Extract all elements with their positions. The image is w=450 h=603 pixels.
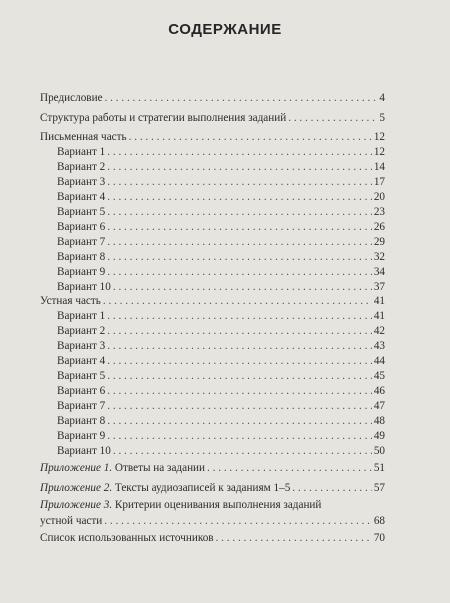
dot-leader: [104, 513, 372, 529]
toc-page-number: 4: [379, 92, 385, 104]
toc-label: Вариант 7: [57, 400, 106, 412]
toc-page-number: 46: [373, 385, 385, 397]
toc-label: Вариант 10: [57, 281, 111, 293]
toc-label-continued: устной части: [40, 515, 103, 527]
dot-leader: [107, 189, 372, 205]
toc-entry-oral: [40, 293, 385, 309]
toc-page-number: 43: [373, 340, 385, 352]
dot-leader: [113, 443, 372, 459]
toc-label: Вариант 5: [57, 206, 106, 218]
appendix-prefix: Приложение 2.: [40, 482, 113, 494]
toc-page-number: 42: [373, 325, 385, 337]
toc-page-number: 14: [373, 161, 385, 173]
toc-label: Устная часть: [40, 295, 101, 307]
dot-leader: [107, 353, 372, 369]
toc-entry-oral-variant: [57, 413, 385, 429]
toc-label: Вариант 10: [57, 445, 111, 457]
toc-page-number: 41: [373, 310, 385, 322]
toc-page-number: 41: [373, 295, 385, 307]
toc-entry-written-variant: [57, 219, 385, 235]
dot-leader: [107, 219, 372, 235]
dot-leader: [216, 530, 372, 546]
toc-label: Вариант 9: [57, 266, 106, 278]
toc-page-number: 68: [373, 515, 385, 527]
dot-leader: [129, 129, 372, 145]
toc-entry-written-variant: [57, 249, 385, 265]
dot-leader: [107, 159, 372, 175]
toc-entry-appendix-1: [40, 460, 385, 476]
toc-label: Вариант 6: [57, 221, 106, 233]
toc-entry-oral-variant: [57, 308, 385, 324]
dot-leader: [103, 293, 372, 309]
toc-label: Вариант 4: [57, 191, 106, 203]
toc-label: Вариант 1: [57, 310, 106, 322]
toc-label: Ответы на задании: [114, 462, 206, 474]
dot-leader: [107, 234, 372, 250]
toc-entry-oral-variant: [57, 443, 385, 459]
toc-label: Письменная часть: [40, 131, 127, 143]
toc-page-number: 17: [373, 176, 385, 188]
toc-label: Критерии оценивания выполнения заданий: [114, 499, 322, 511]
dot-leader: [107, 174, 372, 190]
dot-leader: [107, 338, 372, 354]
toc-page-number: 37: [373, 281, 385, 293]
toc-entry-oral-variant: [57, 353, 385, 369]
toc-page-number: 12: [373, 131, 385, 143]
toc-label: Вариант 3: [57, 340, 106, 352]
toc-page-number: 12: [373, 146, 385, 158]
toc-label: Вариант 2: [57, 161, 106, 173]
dot-leader: [107, 264, 372, 280]
toc-entry-sources: [40, 530, 385, 546]
toc-label: Список использованных источников: [40, 532, 214, 544]
dot-leader: [288, 110, 377, 126]
toc-label: Структура работы и стратегии выполнения заданий: [40, 112, 287, 124]
dot-leader: [207, 460, 372, 476]
toc-label: Вариант 7: [57, 236, 106, 248]
toc-entry-written-variant: [57, 234, 385, 250]
dot-leader: [107, 413, 372, 429]
toc-label: Вариант 5: [57, 370, 106, 382]
toc-entry-written-variant: [57, 264, 385, 280]
toc-entry-appendix-3: [40, 498, 385, 529]
toc-page-number: 26: [373, 221, 385, 233]
toc-page-number: 29: [373, 236, 385, 248]
toc-page-number: 44: [373, 355, 385, 367]
toc-label: Вариант 3: [57, 176, 106, 188]
toc-entry-appendix-2: [40, 480, 385, 496]
page-title: СОДЕРЖАНИЕ: [168, 21, 282, 38]
toc-entry-written-variant: [57, 159, 385, 175]
toc-entry-written: [40, 129, 385, 145]
appendix-prefix: Приложение 3.: [40, 499, 113, 511]
toc-page-number: 47: [373, 400, 385, 412]
toc-entry-oral-variant: [57, 398, 385, 414]
dot-leader: [107, 249, 372, 265]
toc-label: Вариант 6: [57, 385, 106, 397]
toc-entry-written-variant: [57, 144, 385, 160]
toc-page-number: 34: [373, 266, 385, 278]
toc-entry-oral-variant: [57, 368, 385, 384]
dot-leader: [107, 204, 372, 220]
toc-page-number: 32: [373, 251, 385, 263]
toc-page-number: 5: [379, 112, 385, 124]
toc-page-number: 51: [373, 462, 385, 474]
dot-leader: [107, 428, 372, 444]
toc-entry-structure: [40, 110, 385, 126]
dot-leader: [107, 308, 372, 324]
dot-leader: [105, 90, 378, 106]
toc-label: Вариант 2: [57, 325, 106, 337]
toc-entry-oral-variant: [57, 428, 385, 444]
toc-entry-oral-variant: [57, 383, 385, 399]
toc-label: Вариант 8: [57, 251, 106, 263]
toc-label: Вариант 9: [57, 430, 106, 442]
toc-page-number: 70: [373, 532, 385, 544]
toc-page-number: 20: [373, 191, 385, 203]
toc-page-number: 45: [373, 370, 385, 382]
dot-leader: [292, 480, 372, 496]
toc-label: Тексты аудиозаписей к заданиям 1–5: [114, 482, 291, 494]
toc-page-number: 49: [373, 430, 385, 442]
dot-leader: [107, 144, 372, 160]
dot-leader: [107, 398, 372, 414]
dot-leader: [107, 323, 372, 339]
toc-page-number: 48: [373, 415, 385, 427]
toc-page-number: 23: [373, 206, 385, 218]
dot-leader: [107, 368, 372, 384]
toc-label: Вариант 4: [57, 355, 106, 367]
toc-page-number: 50: [373, 445, 385, 457]
toc-label: Предисловие: [40, 92, 103, 104]
toc-entry-oral-variant: [57, 323, 385, 339]
appendix-prefix: Приложение 1.: [40, 462, 113, 474]
toc-page-number: 57: [373, 482, 385, 494]
toc-entry-preface: [40, 90, 385, 106]
toc-entry-written-variant: [57, 204, 385, 220]
dot-leader: [107, 383, 372, 399]
toc-entry-written-variant: [57, 174, 385, 190]
toc-label: Вариант 1: [57, 146, 106, 158]
toc-label: Вариант 8: [57, 415, 106, 427]
toc-entry-written-variant: [57, 189, 385, 205]
toc-entry-oral-variant: [57, 338, 385, 354]
